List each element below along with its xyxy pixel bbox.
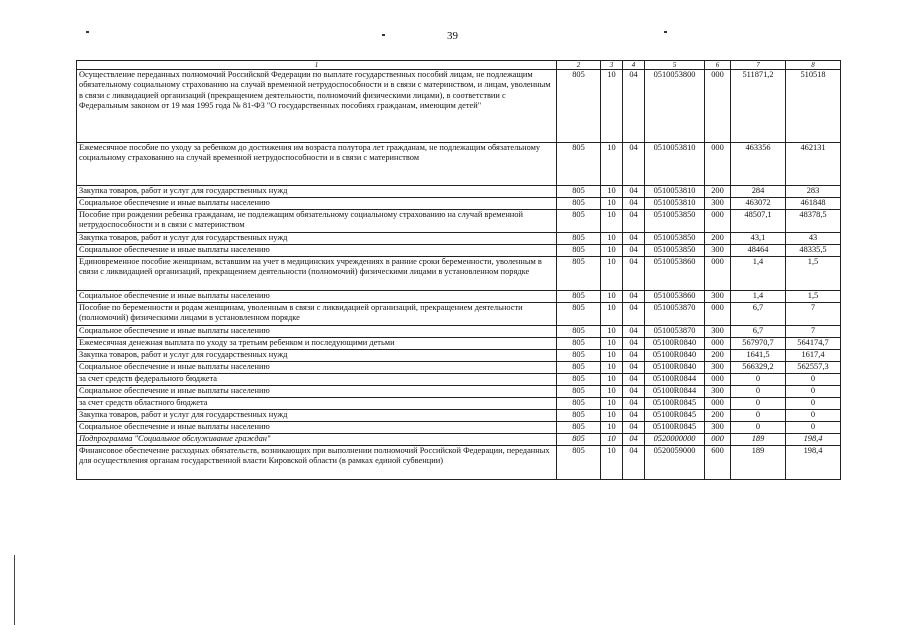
subsection-code: 04: [623, 210, 645, 233]
amount-year-1: 0: [731, 422, 786, 434]
scan-edge-line: [14, 555, 15, 625]
subsection-code: 04: [623, 386, 645, 398]
expense-type-code: 000: [705, 303, 731, 326]
ministry-code: 805: [557, 303, 601, 326]
subsection-code: 04: [623, 374, 645, 386]
amount-year-2: 43: [786, 233, 841, 245]
amount-year-1: 48464: [731, 245, 786, 257]
ministry-code: 805: [557, 291, 601, 303]
amount-year-1: 189: [731, 434, 786, 446]
ministry-code: 805: [557, 233, 601, 245]
ministry-code: 805: [557, 186, 601, 198]
ministry-code: 805: [557, 198, 601, 210]
section-code: 10: [601, 257, 623, 291]
amount-year-2: 510518: [786, 70, 841, 143]
amount-year-2: 283: [786, 186, 841, 198]
expense-type-code: 300: [705, 362, 731, 374]
amount-year-2: 0: [786, 398, 841, 410]
ministry-code: 805: [557, 245, 601, 257]
row-description: Пособие по беременности и родам женщинам, уволенным в связи с ликвидацией организаций, прекращением деятельности (полномочий) физическими лицами в установленном порядке: [77, 303, 557, 326]
table-row: [77, 291, 841, 303]
target-article-code: 0510053850: [645, 210, 705, 233]
amount-year-1: 48507,1: [731, 210, 786, 233]
amount-year-2: 461848: [786, 198, 841, 210]
expense-type-code: 000: [705, 70, 731, 143]
ministry-code: 805: [557, 386, 601, 398]
table-row: [77, 245, 841, 257]
subsection-code: 04: [623, 362, 645, 374]
table-row: [77, 374, 841, 386]
page-number: 39: [447, 30, 458, 42]
table-row: [77, 362, 841, 374]
table-row: [77, 186, 841, 198]
expense-type-code: 200: [705, 410, 731, 422]
amount-year-1: 43,1: [731, 233, 786, 245]
expense-type-code: 000: [705, 374, 731, 386]
ministry-code: 805: [557, 70, 601, 143]
target-article-code: 0520059000: [645, 446, 705, 480]
subsection-code: 04: [623, 326, 645, 338]
amount-year-1: 189: [731, 446, 786, 480]
row-description: Закупка товаров, работ и услуг для государственных нужд: [77, 410, 557, 422]
target-article-code: 0510053860: [645, 291, 705, 303]
expense-type-code: 000: [705, 143, 731, 186]
subsection-code: 04: [623, 303, 645, 326]
table-row: [77, 303, 841, 326]
ministry-code: 805: [557, 210, 601, 233]
amount-year-1: 511871,2: [731, 70, 786, 143]
subsection-code: 04: [623, 245, 645, 257]
row-description: Социальное обеспечение и иные выплаты населению: [77, 362, 557, 374]
table-row: [77, 434, 841, 446]
column-number: 7: [731, 61, 786, 70]
ministry-code: 805: [557, 362, 601, 374]
expense-type-code: 000: [705, 434, 731, 446]
section-code: 10: [601, 198, 623, 210]
amount-year-2: 48378,5: [786, 210, 841, 233]
amount-year-2: 564174,7: [786, 338, 841, 350]
ministry-code: 805: [557, 338, 601, 350]
expense-type-code: 300: [705, 291, 731, 303]
section-code: 10: [601, 422, 623, 434]
scan-speck: [86, 31, 89, 33]
row-description: Подпрограмма "Социальное обслуживание граждан": [77, 434, 557, 446]
amount-year-1: 566329,2: [731, 362, 786, 374]
target-article-code: 0510053860: [645, 257, 705, 291]
amount-year-1: 0: [731, 386, 786, 398]
target-article-code: 05100R0845: [645, 410, 705, 422]
ministry-code: 805: [557, 374, 601, 386]
amount-year-1: 1,4: [731, 257, 786, 291]
target-article-code: 0520000000: [645, 434, 705, 446]
subsection-code: 04: [623, 446, 645, 480]
expense-type-code: 300: [705, 245, 731, 257]
expense-type-code: 000: [705, 338, 731, 350]
row-description: Социальное обеспечение и иные выплаты населению: [77, 422, 557, 434]
amount-year-1: 6,7: [731, 326, 786, 338]
amount-year-2: 7: [786, 303, 841, 326]
target-article-code: 0510053800: [645, 70, 705, 143]
table-row: [77, 350, 841, 362]
section-code: 10: [601, 362, 623, 374]
subsection-code: 04: [623, 186, 645, 198]
section-code: 10: [601, 186, 623, 198]
table-row: [77, 422, 841, 434]
table-row: [77, 210, 841, 233]
amount-year-1: 463356: [731, 143, 786, 186]
table-row: [77, 326, 841, 338]
ministry-code: 805: [557, 398, 601, 410]
section-code: 10: [601, 338, 623, 350]
amount-year-1: 1641,5: [731, 350, 786, 362]
section-code: 10: [601, 210, 623, 233]
target-article-code: 0510053870: [645, 303, 705, 326]
subsection-code: 04: [623, 198, 645, 210]
amount-year-2: 1617,4: [786, 350, 841, 362]
expense-type-code: 200: [705, 186, 731, 198]
scan-speck: [382, 34, 385, 36]
row-description: Закупка товаров, работ и услуг для государственных нужд: [77, 186, 557, 198]
table-row: [77, 410, 841, 422]
amount-year-1: 463072: [731, 198, 786, 210]
table-row: [77, 338, 841, 350]
table-row: [77, 143, 841, 186]
section-code: 10: [601, 410, 623, 422]
target-article-code: 0510053810: [645, 143, 705, 186]
budget-table: [76, 60, 841, 480]
amount-year-2: 1,5: [786, 257, 841, 291]
section-code: 10: [601, 245, 623, 257]
section-code: 10: [601, 350, 623, 362]
row-description: Осуществление переданных полномочий Российской Федерации по выплате государственных пособий лицам, не подлежащим обязательному социальному страхованию на случай временной нетрудоспособности и в связи с материнством, и лицам, уволенным в связи с ликвидацией организаций (прекращением деятельности, полномочий физическими лицами), в соответствии с Федеральным законом от 19 мая 1995 года № 81-ФЗ "О государственных пособиях гражданам, имеющим детей": [77, 70, 557, 143]
row-description: Финансовое обеспечение расходных обязательств, возникающих при выполнении полномочий Российской Федерации, переданных для осуществления органам государственной власти Кировской области (в рамках единой субвенции): [77, 446, 557, 480]
amount-year-2: 1,5: [786, 291, 841, 303]
target-article-code: 05100R0844: [645, 386, 705, 398]
row-description: за счет средств областного бюджета: [77, 398, 557, 410]
amount-year-1: 567970,7: [731, 338, 786, 350]
row-description: Ежемесячная денежная выплата по уходу за третьим ребенком и последующими детьми: [77, 338, 557, 350]
amount-year-1: 0: [731, 374, 786, 386]
row-description: Закупка товаров, работ и услуг для государственных нужд: [77, 233, 557, 245]
column-number: 1: [77, 61, 557, 70]
target-article-code: 05100R0840: [645, 362, 705, 374]
table-body: [77, 61, 841, 480]
amount-year-2: 462131: [786, 143, 841, 186]
subsection-code: 04: [623, 291, 645, 303]
table-row: [77, 198, 841, 210]
target-article-code: 0510053810: [645, 198, 705, 210]
table-row: [77, 446, 841, 480]
subsection-code: 04: [623, 434, 645, 446]
expense-type-code: 000: [705, 210, 731, 233]
target-article-code: 0510053810: [645, 186, 705, 198]
scan-speck: [664, 31, 667, 33]
target-article-code: 0510053850: [645, 245, 705, 257]
subsection-code: 04: [623, 410, 645, 422]
target-article-code: 05100R0844: [645, 374, 705, 386]
row-description: Единовременное пособие женщинам, вставшим на учет в медицинских учреждениях в ранние сроки беременности, уволенным в связи с ликвидацией организаций, прекращением деятельности (полномочий) физическими лицами в установленном порядке: [77, 257, 557, 291]
amount-year-2: 0: [786, 422, 841, 434]
subsection-code: 04: [623, 233, 645, 245]
column-number: 6: [705, 61, 731, 70]
amount-year-2: 0: [786, 386, 841, 398]
amount-year-1: 6,7: [731, 303, 786, 326]
column-number: 2: [557, 61, 601, 70]
expense-type-code: 300: [705, 386, 731, 398]
target-article-code: 05100R0840: [645, 350, 705, 362]
amount-year-1: 0: [731, 398, 786, 410]
column-number: 3: [601, 61, 623, 70]
expense-type-code: 000: [705, 398, 731, 410]
row-description: Пособие при рождении ребенка гражданам, не подлежащим обязательному социальному страхованию на случай временной нетрудоспособности и в связи с материнством: [77, 210, 557, 233]
subsection-code: 04: [623, 257, 645, 291]
table-row: [77, 70, 841, 143]
table-row: [77, 233, 841, 245]
amount-year-2: 562557,3: [786, 362, 841, 374]
section-code: 10: [601, 374, 623, 386]
ministry-code: 805: [557, 143, 601, 186]
row-description: Социальное обеспечение и иные выплаты населению: [77, 291, 557, 303]
expense-type-code: 300: [705, 326, 731, 338]
target-article-code: 0510053850: [645, 233, 705, 245]
expense-type-code: 000: [705, 257, 731, 291]
target-article-code: 05100R0845: [645, 422, 705, 434]
subsection-code: 04: [623, 70, 645, 143]
amount-year-1: 1,4: [731, 291, 786, 303]
amount-year-2: 198,4: [786, 446, 841, 480]
subsection-code: 04: [623, 398, 645, 410]
section-code: 10: [601, 326, 623, 338]
target-article-code: 0510053870: [645, 326, 705, 338]
ministry-code: 805: [557, 410, 601, 422]
amount-year-2: 0: [786, 374, 841, 386]
table-row: [77, 257, 841, 291]
table-row: [77, 398, 841, 410]
expense-type-code: 300: [705, 422, 731, 434]
row-description: Социальное обеспечение и иные выплаты населению: [77, 198, 557, 210]
section-code: 10: [601, 70, 623, 143]
target-article-code: 05100R0845: [645, 398, 705, 410]
expense-type-code: 300: [705, 198, 731, 210]
ministry-code: 805: [557, 422, 601, 434]
ministry-code: 805: [557, 326, 601, 338]
row-description: Социальное обеспечение и иные выплаты населению: [77, 386, 557, 398]
amount-year-1: 284: [731, 186, 786, 198]
amount-year-2: 0: [786, 410, 841, 422]
table-row: [77, 386, 841, 398]
section-code: 10: [601, 446, 623, 480]
section-code: 10: [601, 386, 623, 398]
expense-type-code: 600: [705, 446, 731, 480]
section-code: 10: [601, 398, 623, 410]
section-code: 10: [601, 434, 623, 446]
row-description: Ежемесячное пособие по уходу за ребенком до достижения им возраста полутора лет гражданам, не подлежащим обязательному социальному страхованию на случай временной нетрудоспособности и в связи с материнством: [77, 143, 557, 186]
section-code: 10: [601, 303, 623, 326]
subsection-code: 04: [623, 338, 645, 350]
ministry-code: 805: [557, 446, 601, 480]
amount-year-2: 198,4: [786, 434, 841, 446]
row-description: Закупка товаров, работ и услуг для государственных нужд: [77, 350, 557, 362]
row-description: Социальное обеспечение и иные выплаты населению: [77, 245, 557, 257]
expense-type-code: 200: [705, 350, 731, 362]
ministry-code: 805: [557, 434, 601, 446]
amount-year-2: 7: [786, 326, 841, 338]
amount-year-2: 48335,5: [786, 245, 841, 257]
ministry-code: 805: [557, 350, 601, 362]
column-number-row: [77, 61, 841, 70]
row-description: Социальное обеспечение и иные выплаты населению: [77, 326, 557, 338]
row-description: за счет средств федерального бюджета: [77, 374, 557, 386]
section-code: 10: [601, 143, 623, 186]
subsection-code: 04: [623, 422, 645, 434]
section-code: 10: [601, 291, 623, 303]
column-number: 5: [645, 61, 705, 70]
ministry-code: 805: [557, 257, 601, 291]
column-number: 4: [623, 61, 645, 70]
section-code: 10: [601, 233, 623, 245]
target-article-code: 05100R0840: [645, 338, 705, 350]
expense-type-code: 200: [705, 233, 731, 245]
subsection-code: 04: [623, 143, 645, 186]
column-number: 8: [786, 61, 841, 70]
subsection-code: 04: [623, 350, 645, 362]
amount-year-1: 0: [731, 410, 786, 422]
